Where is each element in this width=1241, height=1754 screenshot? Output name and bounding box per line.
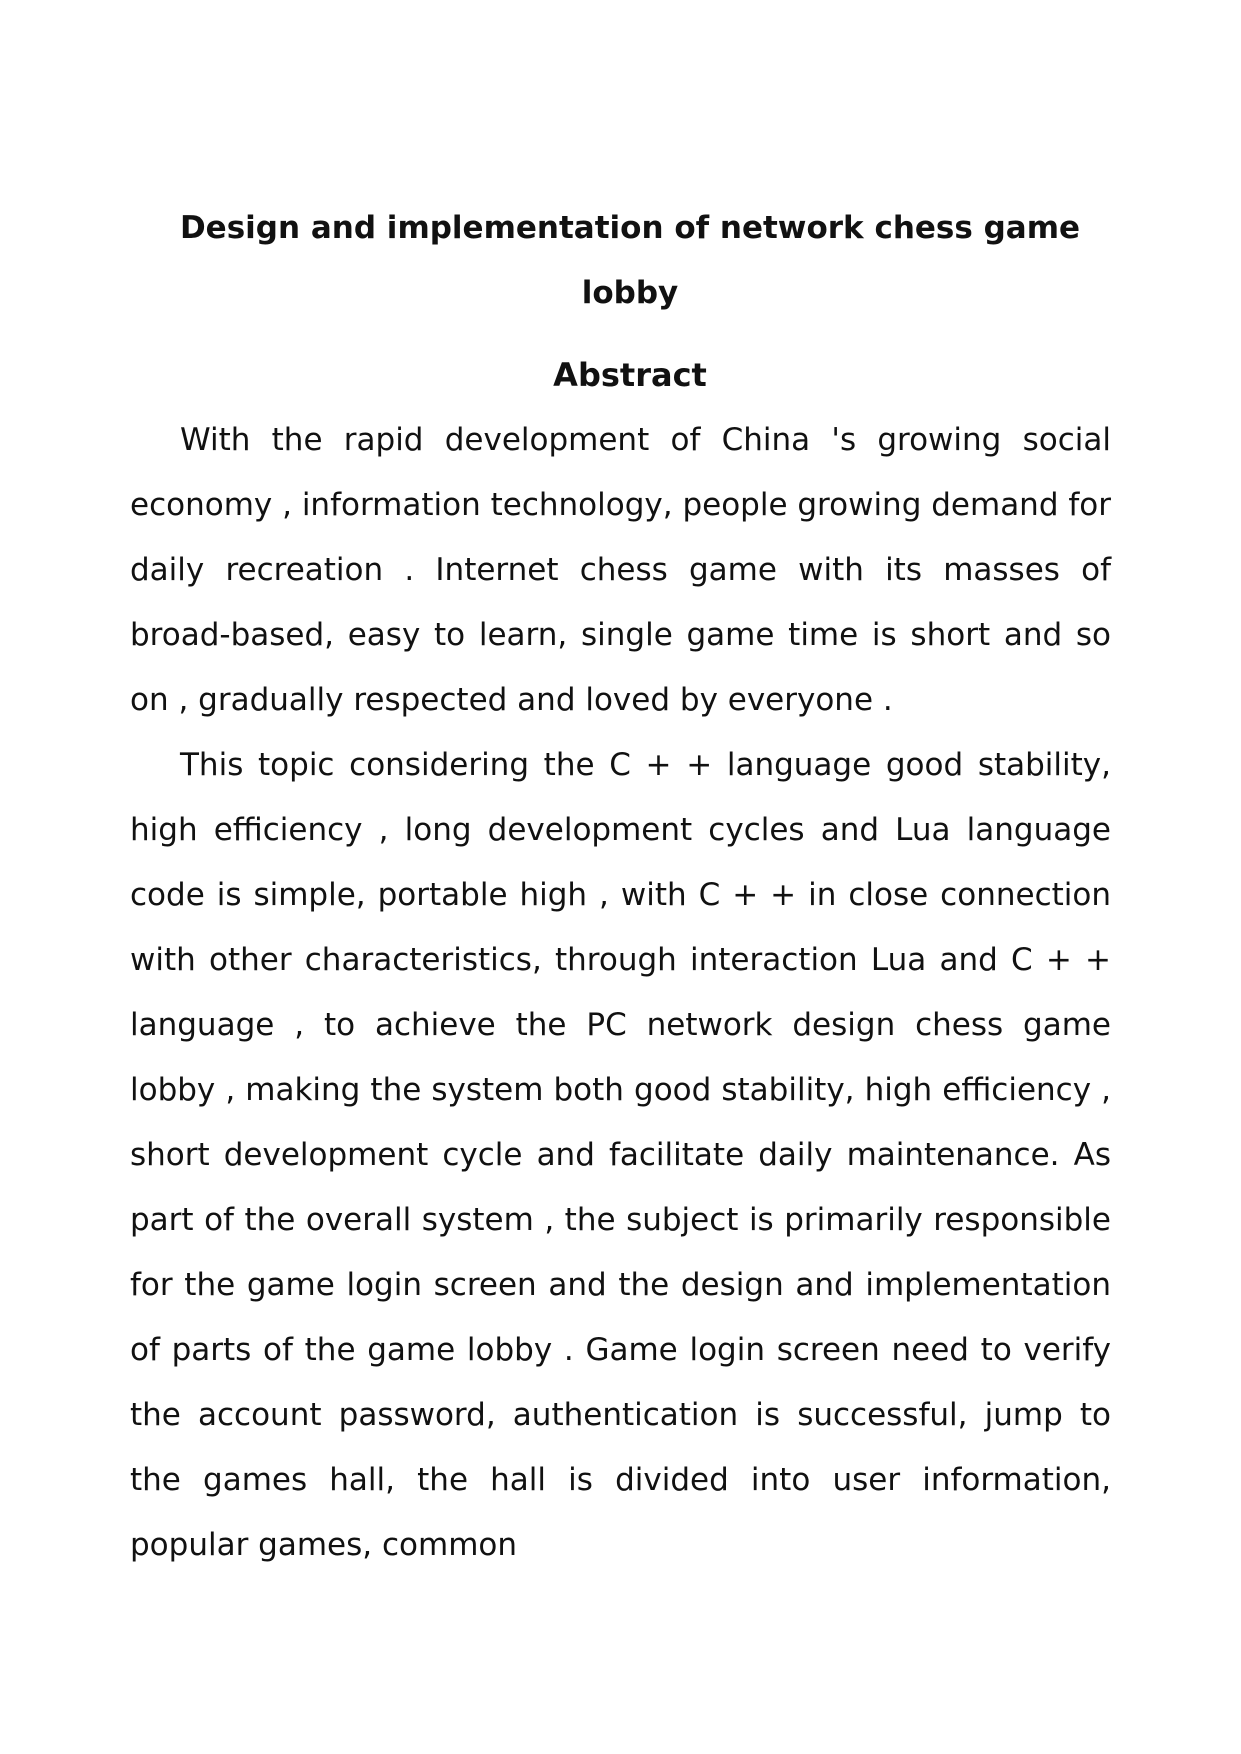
- abstract-paragraph-2: This topic considering the C + + language good stability, high efficiency , long development cycles and Lua language code is simple, portable high , with C + + in close connection with other characteristics, through interaction Lua and C + + language , to achieve the PC network design chess game lobby , making the system both good stability, high efficiency , short development cycle and facilitate daily maintenance. As part of the overall system , the subject is primarily responsible for the game login screen and the design and implementation of parts of the game lobby . Game login screen need to verify the account password, authentication is successful, jump to the games hall, the hall is divided into user information, popular games, common: [130, 747, 1111, 1563]
- title-line-2: lobby: [581, 275, 679, 311]
- title-line-1: Design and implementation of network chess game: [179, 210, 1081, 246]
- document-title: [130, 196, 1130, 326]
- abstract-paragraph-1: With the rapid development of China 's growing social economy , information technology, people growing demand for daily recreation . Internet chess game with its masses of broad-based, easy to learn, single game time is short and so on , gradually respected and loved by everyone .: [130, 422, 1111, 718]
- abstract-heading: Abstract: [553, 356, 707, 394]
- abstract-body: [130, 408, 1111, 1578]
